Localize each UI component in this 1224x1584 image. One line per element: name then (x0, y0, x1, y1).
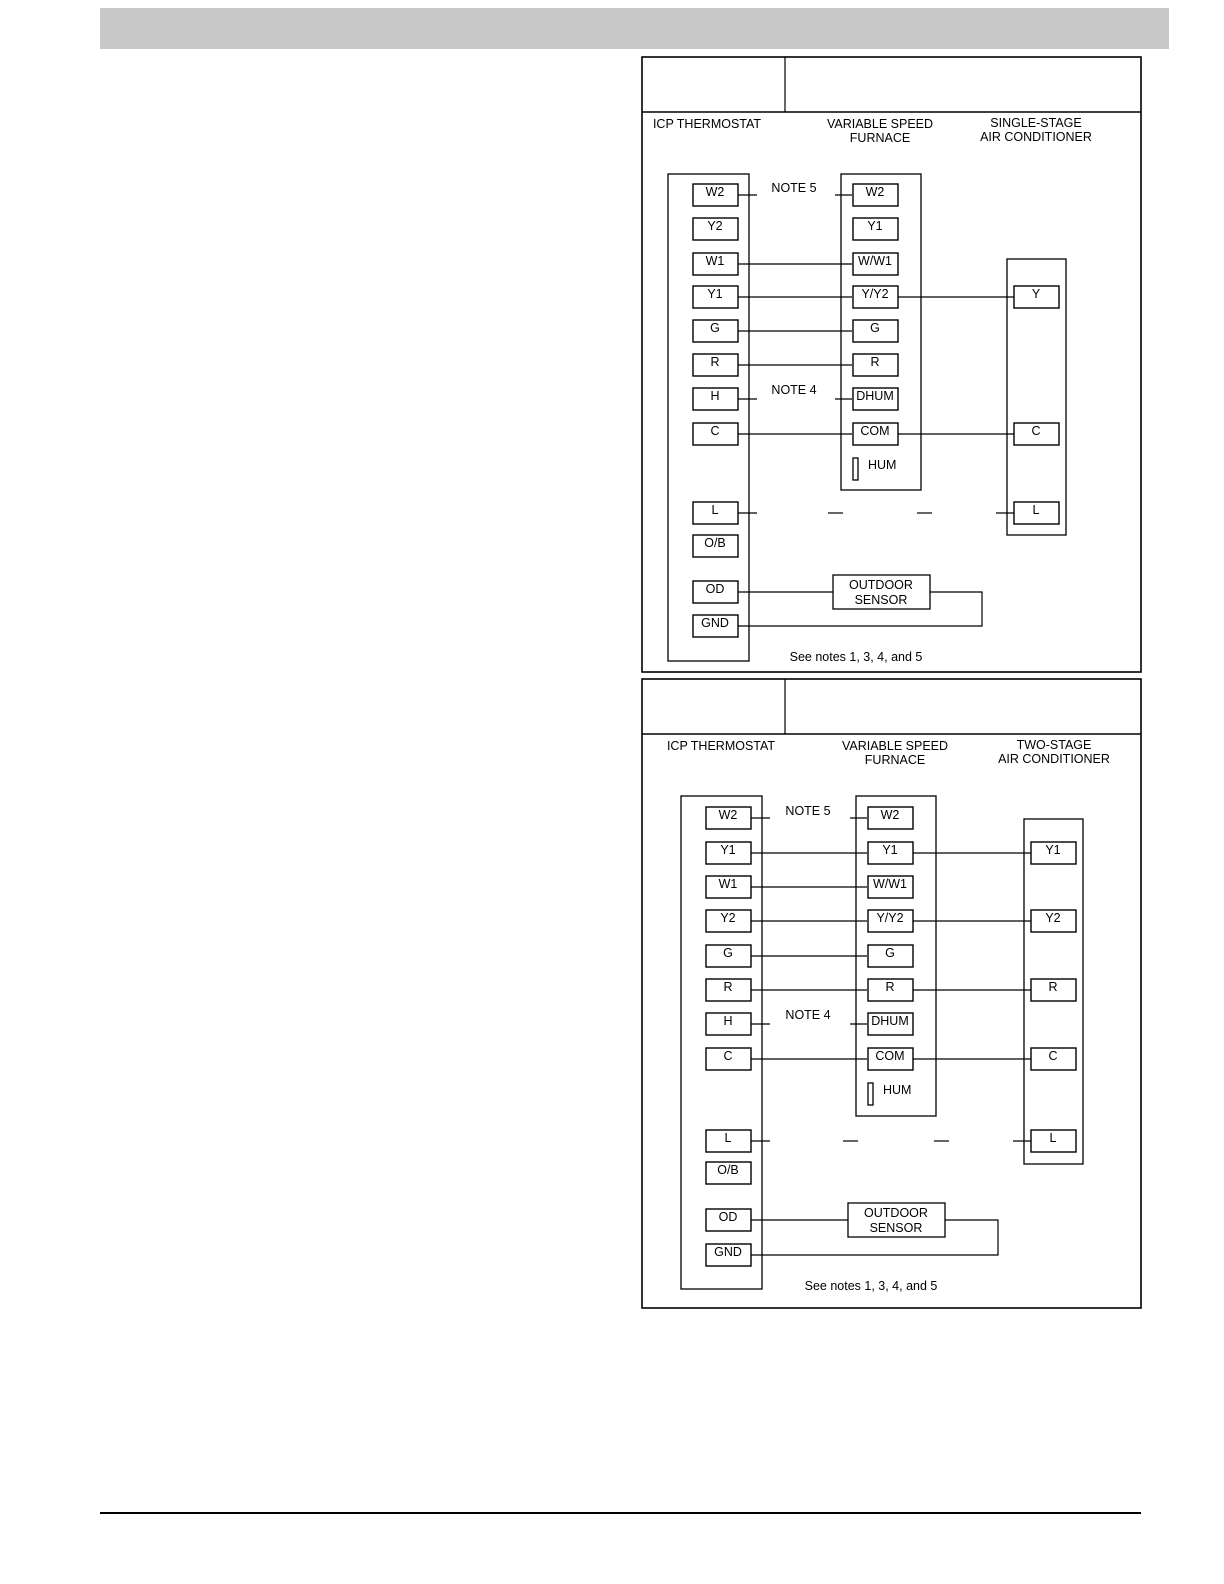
ac-terminal-r-label: R (1048, 980, 1058, 994)
thermostat-terminal-y1-label: Y1 (707, 287, 723, 301)
furnace-terminal-w2-label: W2 (865, 185, 885, 199)
furnace-terminal-w-w1-label: W/W1 (872, 877, 908, 891)
thermostat-terminal-h-label: H (723, 1014, 733, 1028)
header-ac-line2: AIR CONDITIONER (980, 130, 1092, 144)
thermostat-terminal-g-label: G (723, 946, 733, 960)
thermostat-terminal-y1-label: Y1 (720, 843, 736, 857)
wiring-diagram-single-stage (642, 57, 1141, 672)
ac-terminal-c-label: C (1031, 424, 1041, 438)
thermostat-terminal-y2-label: Y2 (720, 911, 736, 925)
thermostat-terminal-r-label: R (710, 355, 720, 369)
ac-terminal-y2-label: Y2 (1045, 911, 1061, 925)
thermostat-terminal-w1-label: W1 (705, 254, 725, 268)
furnace-hum-label: HUM (883, 1083, 912, 1097)
header-ac-line1: SINGLE-STAGE (990, 116, 1082, 130)
thermostat-terminal-l-label: L (724, 1131, 732, 1145)
furnace-terminal-com-label: COM (875, 1049, 905, 1063)
thermostat-terminal-w2-label: W2 (705, 185, 725, 199)
outdoor-sensor-label-line1: OUTDOOR (864, 1206, 928, 1220)
header-ac-line2: AIR CONDITIONER (998, 752, 1110, 766)
furnace-terminal-r-label: R (885, 980, 895, 994)
note-5-label: NOTE 5 (785, 804, 831, 818)
furnace-terminal-y1-label: Y1 (867, 219, 883, 233)
thermostat-terminal-gnd-label: GND (701, 616, 729, 630)
thermostat-terminal-o-b-label: O/B (717, 1163, 739, 1177)
header-furnace-line1: VARIABLE SPEED (841, 739, 949, 753)
thermostat-terminal-r-label: R (723, 980, 733, 994)
diagram-footnote: See notes 1, 3, 4, and 5 (804, 1279, 938, 1293)
outdoor-sensor-label-line2: SENSOR (869, 1221, 923, 1235)
thermostat-terminal-od-label: OD (705, 582, 725, 596)
hum-indicator (868, 1083, 873, 1105)
furnace-terminal-y-y2-label: Y/Y2 (876, 911, 904, 925)
outdoor-sensor-label-line1: OUTDOOR (849, 578, 913, 592)
furnace-hum-label: HUM (868, 458, 897, 472)
ac-terminal-c-label: C (1048, 1049, 1058, 1063)
furnace-terminal-dhum-label: DHUM (856, 389, 894, 403)
thermostat-terminal-c-label: C (710, 424, 720, 438)
thermostat-terminal-gnd-label: GND (714, 1245, 742, 1259)
furnace-terminal-y1-label: Y1 (882, 843, 898, 857)
thermostat-terminal-y2-label: Y2 (707, 219, 723, 233)
footer-rule (100, 1512, 1141, 1514)
ac-terminal-l-label: L (1049, 1131, 1057, 1145)
header-icp-thermostat: ICP THERMOSTAT (652, 117, 762, 131)
header-icp-thermostat: ICP THERMOSTAT (666, 739, 776, 753)
header-furnace-line1: VARIABLE SPEED (826, 117, 934, 131)
thermostat-terminal-g-label: G (710, 321, 720, 335)
thermostat-terminal-o-b-label: O/B (704, 536, 726, 550)
thermostat-terminal-w2-label: W2 (718, 808, 738, 822)
furnace-terminal-g-label: G (885, 946, 895, 960)
note-4-label: NOTE 4 (771, 383, 817, 397)
furnace-terminal-g-label: G (870, 321, 880, 335)
wiring-diagram-two-stage (642, 679, 1141, 1308)
furnace-terminal-r-label: R (870, 355, 880, 369)
thermostat-terminal-h-label: H (710, 389, 720, 403)
thermostat-terminal-od-label: OD (718, 1210, 738, 1224)
header-furnace-line2: FURNACE (849, 131, 911, 145)
note-4-label: NOTE 4 (785, 1008, 831, 1022)
furnace-terminal-w2-label: W2 (880, 808, 900, 822)
thermostat-terminal-c-label: C (723, 1049, 733, 1063)
furnace-terminal-com-label: COM (860, 424, 890, 438)
thermostat-terminal-w1-label: W1 (718, 877, 738, 891)
furnace-terminal-dhum-label: DHUM (871, 1014, 909, 1028)
hum-indicator (853, 458, 858, 480)
ac-terminal-y1-label: Y1 (1045, 843, 1061, 857)
header-furnace-line2: FURNACE (864, 753, 926, 767)
header-ac-line1: TWO-STAGE (1016, 738, 1092, 752)
ac-terminal-l-label: L (1032, 503, 1040, 517)
diagram-footnote: See notes 1, 3, 4, and 5 (789, 650, 923, 664)
furnace-terminal-w-w1-label: W/W1 (857, 254, 893, 268)
furnace-terminal-y-y2-label: Y/Y2 (861, 287, 889, 301)
thermostat-terminal-l-label: L (711, 503, 719, 517)
ac-terminal-y-label: Y (1031, 287, 1041, 301)
note-5-label: NOTE 5 (771, 181, 817, 195)
outdoor-sensor-label-line2: SENSOR (854, 593, 908, 607)
